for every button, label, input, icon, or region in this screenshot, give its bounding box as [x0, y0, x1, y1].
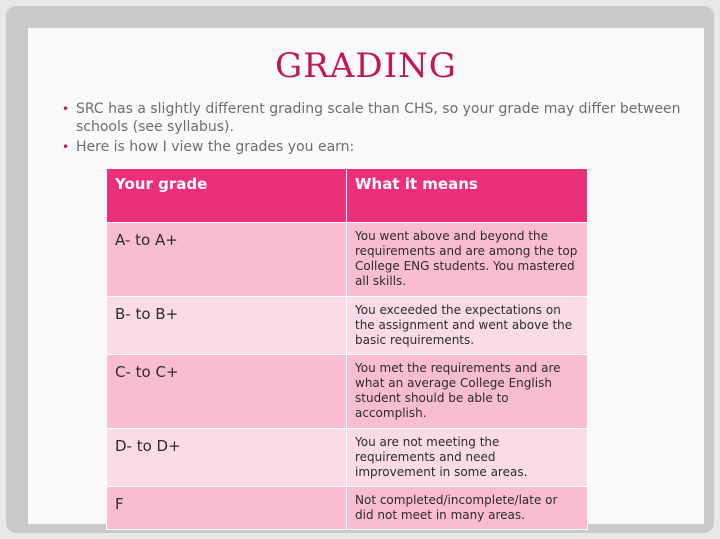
meaning-cell: You met the requirements and are what an average College English student should be able to accomplish.: [347, 355, 588, 429]
slide-frame: [6, 6, 714, 533]
grade-cell: C- to C+: [107, 355, 347, 429]
bullet-item: [62, 100, 698, 136]
grade-cell: F: [107, 487, 347, 530]
bullet-list: [62, 100, 698, 158]
bullet-dot-icon: •: [62, 140, 70, 154]
bullet-item: [62, 138, 698, 156]
bullet-text: SRC has a slightly different grading scale than CHS, so your grade may differ between schools (see syllabus).: [76, 101, 681, 135]
header-what-it-means: What it means: [347, 169, 588, 223]
table-row: [107, 487, 588, 530]
meaning-cell: You are not meeting the requirements and need improvement in some areas.: [347, 429, 588, 487]
meaning-cell: You went above and beyond the requirements and are among the top College ENG students. You mastered all skills.: [347, 223, 588, 297]
grade-cell: A- to A+: [107, 223, 347, 297]
table-row: [107, 223, 588, 297]
table-row: [107, 429, 588, 487]
meaning-cell: Not completed/incomplete/late or did not meet in many areas.: [347, 487, 588, 530]
meaning-cell: You exceeded the expectations on the assignment and went above the basic requirements.: [347, 297, 588, 355]
slide-title: GRADING: [275, 46, 457, 86]
header-your-grade: Your grade: [107, 169, 347, 223]
grade-cell: B- to B+: [107, 297, 347, 355]
grade-cell: D- to D+: [107, 429, 347, 487]
grading-table: [106, 168, 588, 530]
bullet-text: Here is how I view the grades you earn:: [76, 139, 355, 155]
table-row: [107, 355, 588, 429]
table-header-row: [107, 169, 588, 223]
table-row: [107, 297, 588, 355]
bullet-dot-icon: •: [62, 102, 70, 116]
slide: [28, 28, 704, 524]
